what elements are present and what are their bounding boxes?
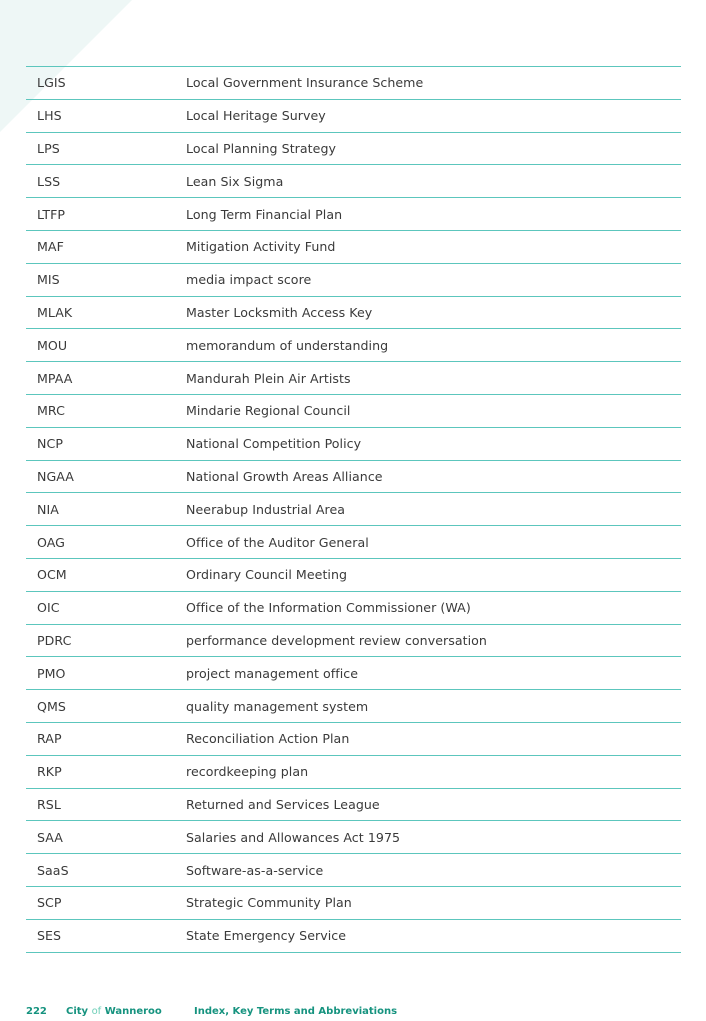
- table-row: [26, 297, 681, 330]
- abbreviation-term: SES: [37, 928, 62, 944]
- abbreviation-term: MIS: [37, 272, 60, 288]
- abbreviation-definition: Strategic Community Plan: [186, 895, 352, 911]
- abbreviation-definition: National Competition Policy: [186, 436, 362, 452]
- page-number: 222: [26, 1005, 47, 1017]
- brand-wanneroo: Wanneroo: [104, 1005, 162, 1017]
- abbreviation-definition: Mindarie Regional Council: [186, 403, 351, 419]
- abbreviation-definition: Mandurah Plein Air Artists: [186, 370, 351, 386]
- brand-name: [66, 1006, 194, 1017]
- abbreviation-term: OAG: [37, 534, 65, 550]
- abbreviation-term: OCM: [37, 567, 67, 583]
- brand-city: City: [66, 1005, 89, 1017]
- abbreviation-term: LTFP: [37, 206, 66, 222]
- abbreviation-term: PDRC: [37, 632, 72, 648]
- table-row: [26, 887, 681, 920]
- abbreviation-definition: Lean Six Sigma: [186, 173, 284, 189]
- table-row: [26, 67, 681, 100]
- abbreviation-term: MLAK: [37, 304, 73, 320]
- table-row: [26, 461, 681, 494]
- table-row: [26, 526, 681, 559]
- table-row: [26, 329, 681, 362]
- table-row: [26, 362, 681, 395]
- abbreviation-definition: performance development review conversation: [186, 632, 487, 648]
- table-row: [26, 690, 681, 723]
- table-row: [26, 789, 681, 822]
- abbreviation-term: PMO: [37, 665, 66, 681]
- table-row: [26, 625, 681, 658]
- table-row: [26, 231, 681, 264]
- table-row: [26, 395, 681, 428]
- table-row: [26, 854, 681, 887]
- abbreviation-definition: Mitigation Activity Fund: [186, 239, 336, 255]
- table-row: [26, 592, 681, 625]
- abbreviation-definition: Software-as-a-service: [186, 862, 324, 878]
- abbreviation-term: RKP: [37, 764, 62, 780]
- abbreviation-definition: Office of the Auditor General: [186, 534, 369, 550]
- abbreviation-definition: Ordinary Council Meeting: [186, 567, 348, 583]
- table-row: [26, 264, 681, 297]
- abbreviation-definition: media impact score: [186, 272, 312, 288]
- abbreviation-term: LGIS: [37, 75, 66, 91]
- abbreviation-definition: Local Heritage Survey: [186, 108, 326, 124]
- abbreviation-term: MRC: [37, 403, 65, 419]
- abbreviation-definition: Local Planning Strategy: [186, 140, 337, 156]
- abbreviation-definition: project management office: [186, 665, 359, 681]
- abbreviation-definition: Local Government Insurance Scheme: [186, 75, 424, 91]
- abbreviation-definition: Long Term Financial Plan: [186, 206, 343, 222]
- abbreviation-definition: State Emergency Service: [186, 928, 347, 944]
- page-footer: [26, 1004, 397, 1018]
- abbreviation-definition: Neerabup Industrial Area: [186, 501, 346, 517]
- table-row: [26, 493, 681, 526]
- abbreviation-definition: Office of the Information Commissioner (WA): [186, 600, 471, 616]
- table-row: [26, 756, 681, 789]
- table-row: [26, 920, 681, 953]
- abbreviation-term: MPAA: [37, 370, 73, 386]
- abbreviation-definition: Master Locksmith Access Key: [186, 304, 373, 320]
- abbreviation-term: SAA: [37, 829, 63, 845]
- abbreviation-definition: recordkeeping plan: [186, 764, 309, 780]
- table-row: [26, 821, 681, 854]
- table-row: [26, 165, 681, 198]
- abbreviation-term: LHS: [37, 108, 62, 124]
- abbreviation-term: NGAA: [37, 468, 74, 484]
- abbreviations-table: [26, 66, 681, 953]
- abbreviation-term: LPS: [37, 140, 60, 156]
- table-row: [26, 133, 681, 166]
- abbreviation-term: RAP: [37, 731, 62, 747]
- abbreviation-term: NCP: [37, 436, 63, 452]
- abbreviation-definition: National Growth Areas Alliance: [186, 468, 383, 484]
- table-row: [26, 559, 681, 592]
- abbreviation-definition: quality management system: [186, 698, 369, 714]
- abbreviation-definition: Salaries and Allowances Act 1975: [186, 829, 401, 845]
- table-row: [26, 100, 681, 133]
- table-row: [26, 428, 681, 461]
- section-title: Index, Key Terms and Abbreviations: [194, 1005, 398, 1017]
- abbreviation-term: LSS: [37, 173, 61, 189]
- abbreviation-term: MAF: [37, 239, 64, 255]
- table-row: [26, 657, 681, 690]
- abbreviation-definition: Returned and Services League: [186, 796, 380, 812]
- abbreviation-definition: memorandum of understanding: [186, 337, 389, 353]
- abbreviation-term: MOU: [37, 337, 68, 353]
- abbreviation-term: RSL: [37, 796, 61, 812]
- abbreviation-term: OIC: [37, 600, 60, 616]
- abbreviation-term: QMS: [37, 698, 66, 714]
- abbreviation-definition: Reconciliation Action Plan: [186, 731, 350, 747]
- table-row: [26, 198, 681, 231]
- abbreviation-term: NIA: [37, 501, 59, 517]
- brand-of: of: [91, 1005, 102, 1017]
- abbreviation-term: SaaS: [37, 862, 69, 878]
- table-row: [26, 723, 681, 756]
- abbreviation-term: SCP: [37, 895, 62, 911]
